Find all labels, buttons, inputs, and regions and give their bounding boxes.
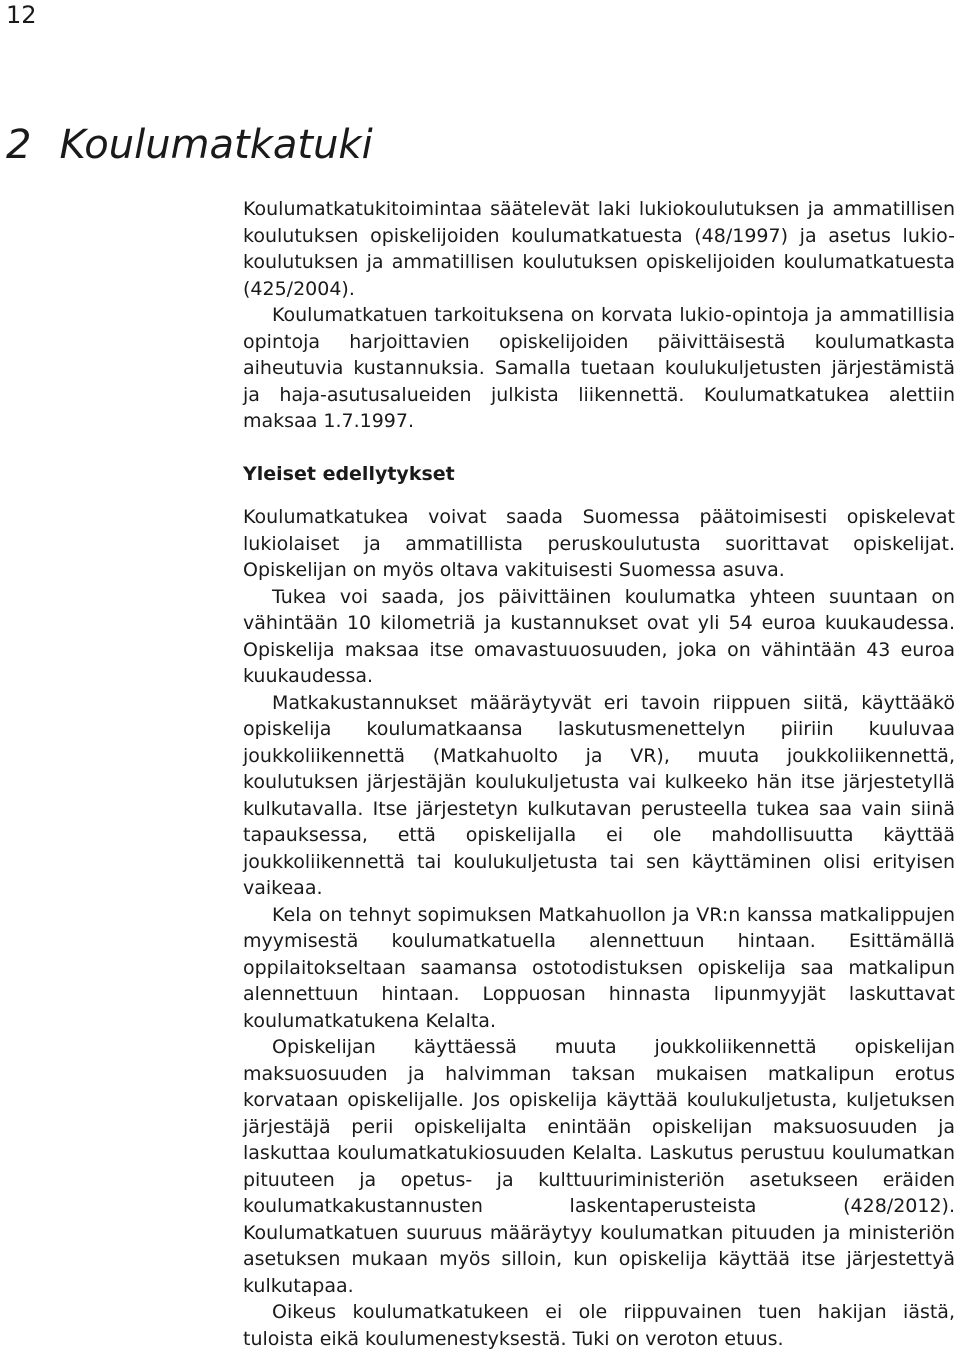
body-paragraph: Tukea voi saada, jos päivittäinen koulumatka yhteen suuntaan on vähintään 10 kilometriä ja kustannukset ovat yli 54 euroa kuukaudessa. Opiskelija maksaa itse omavastuuosuuden, joka on vähintään 43 euroa kuukaudessa. [243,585,955,687]
body-paragraph: Matkakustannukset määräytyvät eri tavoin riippuen siitä, käyttääkö opiskelija koulumatkaansa laskutusmenettelyn piiriin kuuluvaa joukkoliikennettä (Matkahuolto ja VR), muuta joukkoliikennettä, koulutuksen järjestäjän koulukuljetusta vai kulkeeko hän itse järjestetyllä kulkutavalla. Itse järjestetyn kulkutavan perusteella tukea saa vain siinä tapauksessa, että opiskelijalla ei ole mahdollisuutta käyttää joukkoliikennettä tai koulukuljetusta tai sen käyttäminen olisi erityisen vaikeaa. [243,691,955,899]
section-heading: Yleiset edellytykset [243,462,455,485]
chapter-heading [6,118,373,172]
body-paragraph: Oikeus koulumatkatukeen ei ole riippuvainen tuen hakijan iästä, tuloista eikä koulumenestyksestä. Tuki on veroton etuus. [243,1301,955,1350]
intro-paragraph: Koulumatkatuen tarkoituksena on korvata lukio-opintoja ja ammatillisia opintoja harjoittavien opiskelijoiden päivittäisestä koulumatkasta aiheutuvia kustannuksia. Samalla tuetaan koulukuljetusten järjestämistä ja haja-asutusalueiden julkista liikennettä. Koulumatkatukea alettiin maksaa 1.7.1997. [243,304,955,432]
body-paragraph: Koulumatkatukea voivat saada Suomessa päätoimisesti opiskelevat lukiolaiset ja ammatillista peruskoulutusta suorittavat opiskelijat. Opiskelijan on myös oltava vakituisesti Suomessa asuva. [243,506,955,581]
intro-paragraph: Koulumatkatukitoimintaa säätelevät laki lukiokoulutuksen ja ammatillisen koulutuksen opiskelijoiden koulumatkatuesta (48/1997) ja asetus lukio-koulutuksen ja ammatillisen koulutuksen opiskelijoiden koulumatkatuesta (425/2004). [243,198,955,300]
page-content [243,196,955,1352]
body-paragraph: Opiskelijan käyttäessä muuta joukkoliikennettä opiskelijan maksuosuuden ja halvimman taksan mukaisen matkalipun erotus korvataan opiskelijalle. Jos opiskelija käyttää koulukuljetusta, kuljetuksen järjestäjä perii opiskelijalta enintään opiskelijan maksuosuuden ja laskuttaa koulumatkatukiosuuden Kelalta. Laskutus perustuu koulumatkan pituuteen ja opetus- ja kulttuuriministeriön asetukseen eräiden koulumatkakustannusten laskentaperusteista (428/2012). Koulumatkatuen suuruus määräytyy koulumatkan pituuden ja ministeriön asetuksen mukaan myös silloin, kun opiskelija käyttää itse järjestettyä kulkutapaa. [243,1036,955,1297]
chapter-title: Koulumatkatuki [59,122,373,168]
page-number: 12 [6,1,37,29]
body-paragraph: Kela on tehnyt sopimuksen Matkahuollon ja VR:n kanssa matkalippujen myymisestä koulumatkatuella alennettuun hintaan. Esittämällä oppilaitokseltaan saamansa ostotodistuksen opiskelija saa matkalipun alennettuun hintaan. Loppuosan hinnasta lipunmyyjät laskuttavat koulumatkatukena Kelalta. [243,903,955,1032]
chapter-number: 2 [6,122,32,168]
